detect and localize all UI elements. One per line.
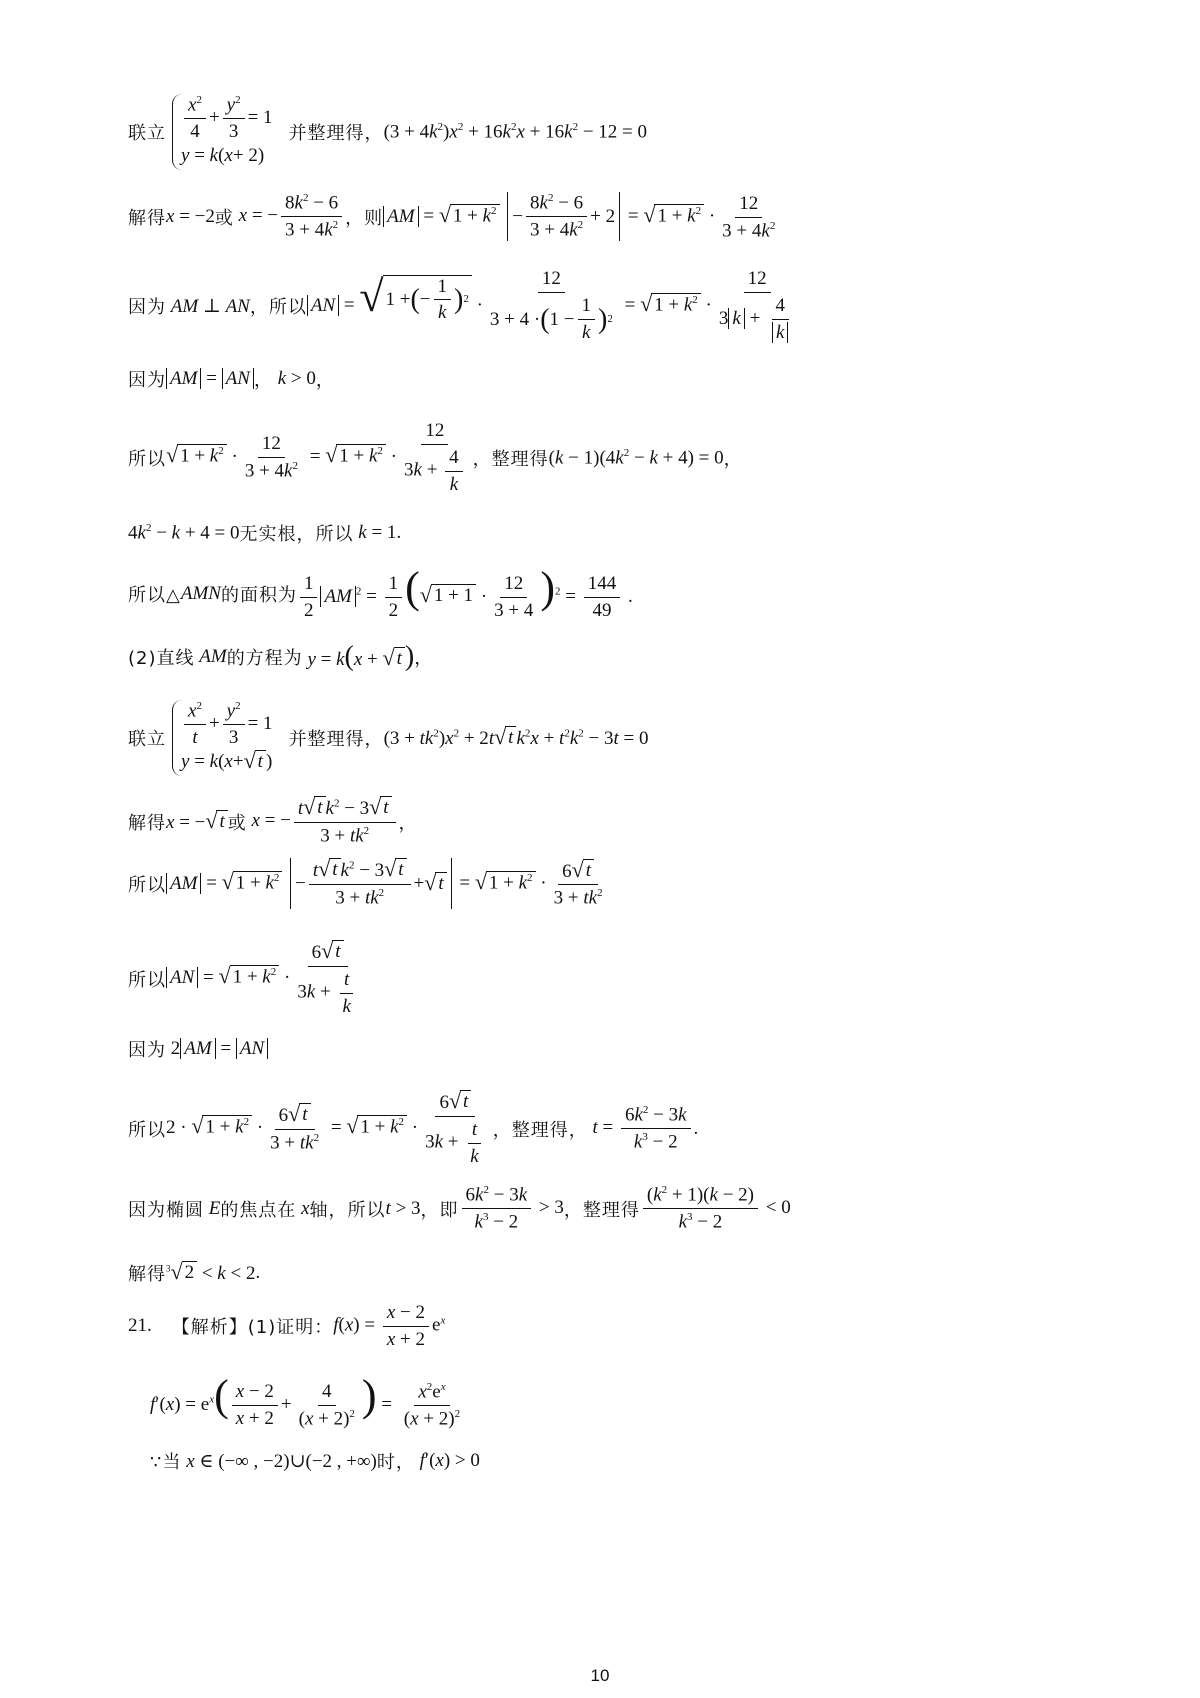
- line-equal-abs: 因为 AM = AN ， k > 0 ，: [128, 367, 335, 391]
- line-part2-line: (2)直线 AM 的方程为 y = k(x + √ t ) ，: [128, 641, 434, 672]
- line-area: 所以△ AMN 的面积为 $\frac{1}{2}$ AM $^2$ = $\frac{1}{2}$ ( √ 1 + 1 · $\frac{12}{3 + 4}$ )$^2$ = $\frac{144}{49}$ .: [128, 563, 633, 622]
- line-am-2: 所以 AM = √ $1 + k^2$ − t √ t $k^2 - 3$ √ t $3 + tk^2$ + √ t = √ $1 + k^2$ · 6 √ t $3 + tk^2$: [128, 856, 603, 909]
- line-system-2: 联立 $\frac{x^2}{t}$ + $\frac{y^2}{3}$ = 1 y = k ( x + √ t ) 并整理得， $(3 + tk^2)x^2 + 2t$ √ t $k^2x + t^2k^2 - 3t = 0$: [128, 700, 648, 776]
- equation-system: $\frac{x^2}{4}$ + $\frac{y^2}{3}$ = 1 y = k ( x + 2): [172, 94, 273, 170]
- line-focus: 因为椭圆 E 的焦点在 x 轴，所以 t > 3 ，即 $\frac{6k^2 - 3k}{k^3 - 2}$ > 3 ，整理得 $\frac{(k^2 + 1)(k - 2)}{k^3 - 2}$ < 0: [128, 1184, 791, 1233]
- line-equation-k: 所以 √ $1 + k^2$ · $\frac{12}{3 + 4k^2}$ = √ $1 + k^2$ · 12 3k + $\frac{4}{k}$ ， 整理得 $(k - 1)(4k^2 - k + 4) = 0$ ，: [128, 420, 743, 495]
- line-q21: 21. 【解析】 (1)证明： f(x) = $\frac{x - 2}{x + 2}$ $e^x$: [128, 1302, 446, 1350]
- page-number: 10: [590, 1666, 610, 1685]
- line-an-1: 因为 AM ⊥ AN ， 所以 AN = √ 1 + ( − $\frac{1}{k}$ ) 2 · 12 3 + 4 · ( 1 − $\frac{1}{k}$ ) 2 = √ $1 + k^2$ · 12 3 k + $\frac{4}{k}$: [128, 268, 802, 344]
- question-number: 21.: [128, 1315, 152, 1337]
- line-solve-1: 解得 x = −2 或 x = − $\frac{8k^2 - 6}{3 + 4k^2}$ ，则 AM = √ $1 + k^2$ − $\frac{8k^2 - 6}{3 + 4k^2}$ + 2 = √ $1 + k^2$ · $\frac{12}{3 + 4k^2}$: [128, 192, 776, 241]
- line-solution-k: 解得 $^3$ √ 2 < k < 2 .: [128, 1259, 261, 1285]
- line-an-2: 所以 AN = √ $1 + k^2$ · 6 √ t 3k + $\frac{t}{k}$: [128, 940, 365, 1018]
- line-t-expression: 所以 2 · √ $1 + k^2$ · 6 √ t $3 + tk^2$ = √ $1 + k^2$ · 6 √ t 3k + $\frac{t}{k}$ ，整理得， t = $\frac{6k^2 - 3k}{k^3 - 2}$ .: [128, 1088, 699, 1167]
- line-monotonic: ∵当 x ∈ (−∞ , −2)∪(−2 , +∞) 时， f′(x) > 0: [150, 1450, 480, 1473]
- line-system-1: 联立 $\frac{x^2}{4}$ + $\frac{y^2}{3}$ = 1 y = k ( x + 2) 并整理得， $(3 + 4k^2)x^2 + 16k^2x + 16k^2 - 12 = 0$: [128, 94, 647, 170]
- line-no-real-root: $4k^2 - k + 4 = 0$ 无实根，所以 k = 1 .: [128, 521, 402, 545]
- equation-system-2: $\frac{x^2}{t}$ + $\frac{y^2}{3}$ = 1 y = k ( x + √ t ): [172, 700, 273, 776]
- analysis-tag: 【解析】: [171, 1317, 248, 1339]
- line-solve-2: 解得 x = − √ t 或 x = − t √ t $k^2 - 3$ √ t $3 + tk^2$ ，: [128, 794, 418, 847]
- line-2am-an: 因为 2 AM = AN: [128, 1036, 268, 1062]
- line-derivative: $f'(x) = e^x$( $\frac{x - 2}{x + 2}$ + $\frac{4}{(x + 2)^2}$ ) = $\frac{x^2e^x}{(x + 2)^2}$: [150, 1371, 461, 1430]
